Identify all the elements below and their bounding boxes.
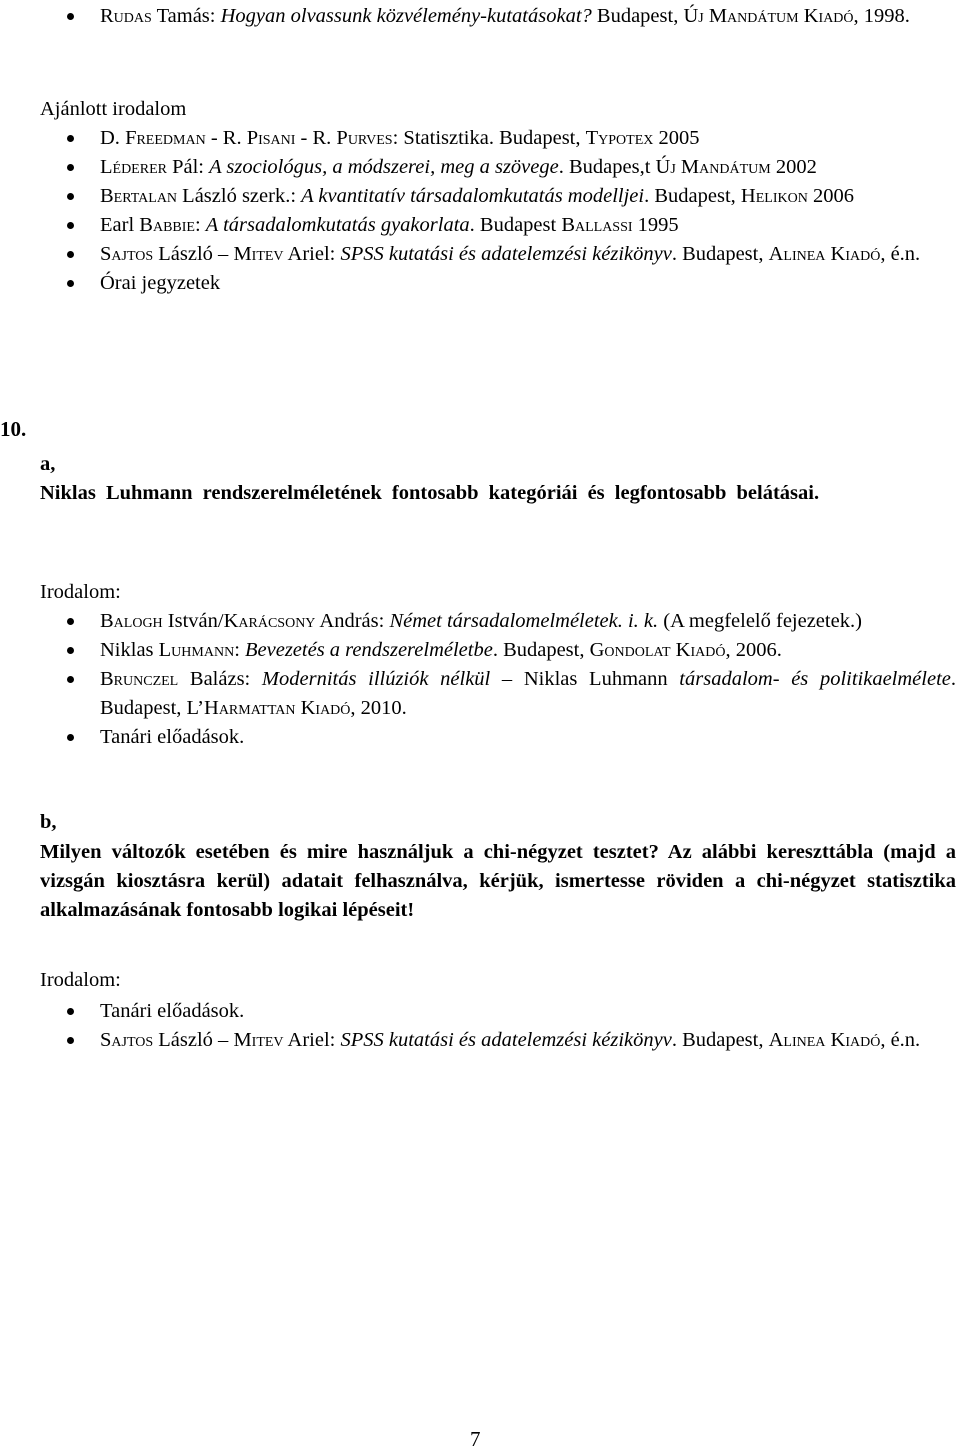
list-item: Niklas Luhmann: Bevezetés a rendszerelméletbe. Budapest, Gondolat Kiadó, 2006. xyxy=(40,636,956,665)
list-item: Brunczel Balázs: Modernitás illúziók nélkül – Niklas Luhmann társadalom- és politikaelmélete. Budapest, L’Harmattan Kiadó, 2010. xyxy=(40,665,956,723)
list-item: Órai jegyzetek xyxy=(40,269,956,298)
list-item: Earl Babbie: A társadalomkutatás gyakorlata. Budapest Ballassi 1995 xyxy=(40,211,956,240)
page-number: 7 xyxy=(470,1427,481,1451)
list-item: Balogh István/Karácsony András: Német társadalomelméletek. i. k. (A megfelelő fejezetek.) xyxy=(40,607,956,636)
part-a-literature-heading: Irodalom: xyxy=(40,581,121,603)
reference-list-top xyxy=(40,2,956,31)
part-b-question: Milyen változók esetében és mire használjuk a chi-négyzet tesztet? Az alábbi kereszttábla (majd a vizsgán kiosztásra kerül) adatait felhasználva, kérjük, ismertesse röviden a chi-négyzet statisztika alkalmazásának fontosabb logikai lépéseit! xyxy=(40,841,956,921)
list-item: Léderer Pál: A szociológus, a módszerei, meg a szövege. Budapes,t Új Mandátum 2002 xyxy=(40,153,956,182)
part-b-literature-list xyxy=(40,997,956,1055)
list-item: Sajtos László – Mitev Ariel: SPSS kutatási és adatelemzési kézikönyv. Budapest, Alinea Kiadó, é.n. xyxy=(40,1026,956,1055)
list-item: Bertalan László szerk.: A kvantitatív társadalomkutatás modelljei. Budapest, Helikon 2006 xyxy=(40,182,956,211)
list-item: Tanári előadások. xyxy=(40,723,956,752)
section-number: 10. xyxy=(0,417,27,441)
list-item: Tanári előadások. xyxy=(40,997,956,1026)
part-a-label: a, xyxy=(40,453,56,475)
list-item: D. Freedman - R. Pisani - R. Purves: Statisztika. Budapest, Typotex 2005 xyxy=(40,124,956,153)
list-item: Rudas Tamás: Hogyan olvassunk közvélemény-kutatásokat? Budapest, Új Mandátum Kiadó, 1998. xyxy=(40,2,956,31)
part-a-literature-list xyxy=(40,607,956,752)
part-b-label: b, xyxy=(40,811,57,833)
recommended-list xyxy=(40,124,956,298)
part-a-question: Niklas Luhmann rendszerelméletének fontosabb kategóriái és legfontosabb belátásai. xyxy=(40,482,820,504)
part-b-literature-heading: Irodalom: xyxy=(40,969,121,991)
recommended-heading: Ajánlott irodalom xyxy=(40,98,187,120)
list-item: Sajtos László – Mitev Ariel: SPSS kutatási és adatelemzési kézikönyv. Budapest, Alinea Kiadó, é.n. xyxy=(40,240,956,269)
